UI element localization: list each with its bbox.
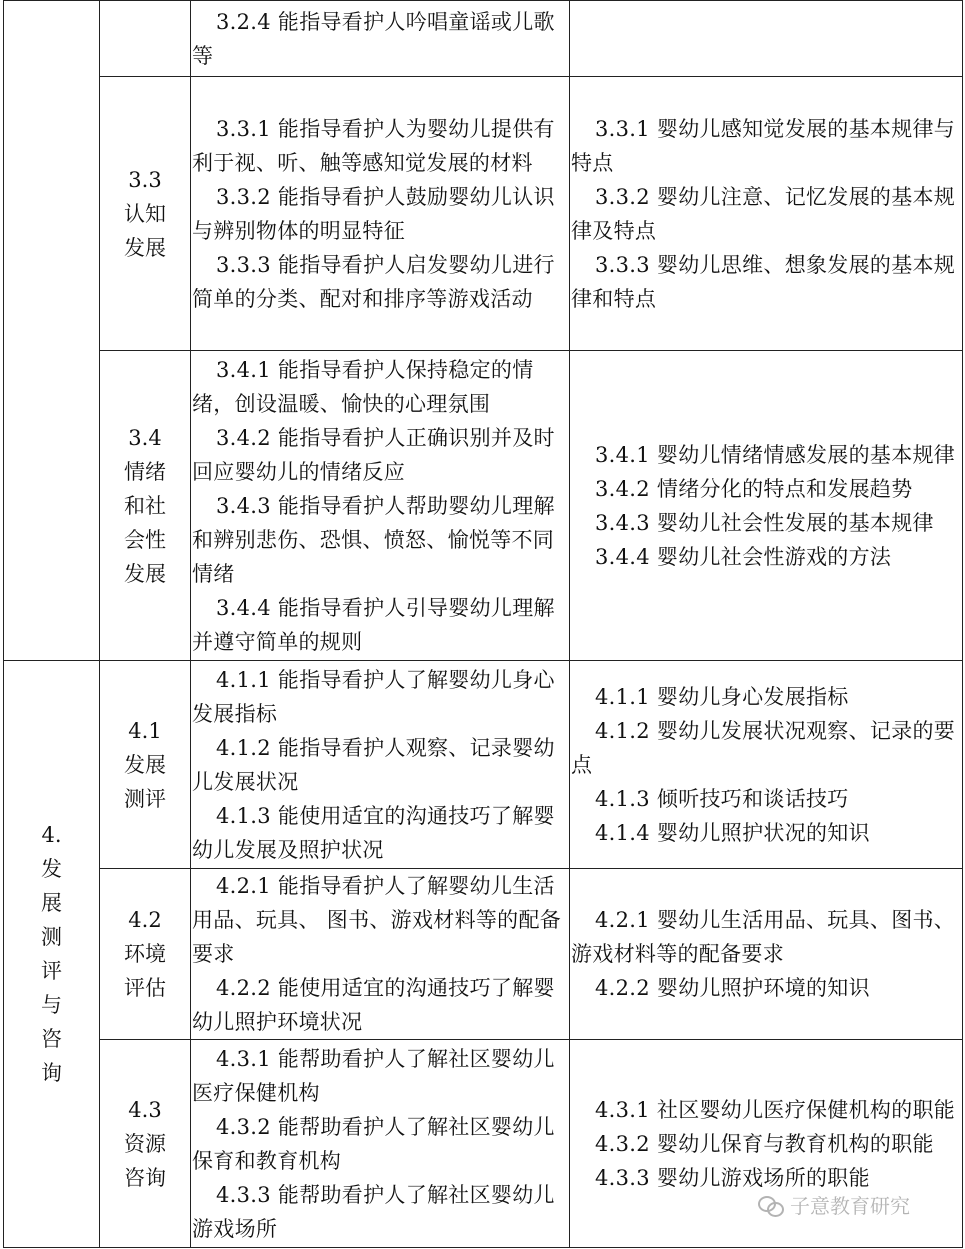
skill-item: 4.1.3 能使用适宜的沟通技巧了解婴幼儿发展及照护状况: [192, 803, 555, 862]
section-label-cell: [100, 351, 191, 661]
knowledge-item: 4.2.2 婴幼儿照护环境的知识: [595, 976, 870, 1000]
skills-cell: [191, 661, 570, 869]
skill-item: 3.2.4 能指导看护人吟唱童谣或儿歌等: [192, 9, 555, 68]
knowledge-cell: [570, 77, 963, 351]
knowledge-item: 4.2.1 婴幼儿生活用品、玩具、图书、游戏材料等的配备要求: [571, 908, 956, 966]
section-label-cell: [100, 661, 191, 869]
skill-item: 3.3.1 能指导看护人为婴幼儿提供有利于视、听、触等感知觉发展的材料: [192, 116, 555, 175]
section-label-line: 环境: [124, 942, 166, 966]
knowledge-cell: [570, 661, 963, 869]
skills-cell: [191, 351, 570, 661]
section-label-line: 4.3: [128, 1097, 162, 1122]
knowledge-cell: [570, 869, 963, 1040]
knowledge-item: 3.4.3 婴幼儿社会性发展的基本规律: [595, 510, 934, 535]
part-label-char: 测: [41, 925, 62, 949]
section-label-line: 咨询: [124, 1165, 166, 1190]
part-label-char: 咨: [41, 1027, 62, 1051]
section-label-line: 发展: [124, 752, 166, 777]
table-row: [4, 351, 963, 661]
part-4-label-cell: [4, 661, 100, 1248]
section-label-line: 3.3: [128, 167, 162, 192]
skill-item: 3.4.4 能指导看护人引导婴幼儿理解并遵守简单的规则: [192, 595, 555, 654]
skill-item: 3.4.2 能指导看护人正确识别并及时回应婴幼儿的情绪反应: [192, 425, 555, 484]
section-label-cell: [100, 77, 191, 351]
part-label-char: 展: [41, 891, 62, 915]
skill-item: 4.3.3 能帮助看护人了解社区婴幼儿游戏场所: [192, 1182, 555, 1241]
section-label-line: 发展: [124, 235, 166, 260]
section-label-line: 评估: [124, 976, 166, 1000]
skill-item: 4.2.1 能指导看护人了解婴幼儿生活用品、玩具、 图书、游戏材料等的配备要求: [192, 874, 562, 966]
skill-item: 4.3.1 能帮助看护人了解社区婴幼儿医疗保健机构: [192, 1046, 555, 1105]
knowledge-item: 3.3.1 婴幼儿感知觉发展的基本规律与特点: [571, 116, 956, 175]
knowledge-item: 4.1.4 婴幼儿照护状况的知识: [595, 820, 870, 845]
part-label-char: 评: [41, 959, 62, 983]
skill-item: 4.2.2 能使用适宜的沟通技巧了解婴幼儿照护环境状况: [192, 976, 555, 1034]
knowledge-item: 3.3.2 婴幼儿注意、记忆发展的基本规律及特点: [571, 184, 956, 243]
knowledge-item: 3.4.4 婴幼儿社会性游戏的方法: [595, 544, 892, 569]
skill-item: 4.3.2 能帮助看护人了解社区婴幼儿保育和教育机构: [192, 1114, 555, 1173]
knowledge-item: 4.3.1 社区婴幼儿医疗保健机构的职能: [595, 1097, 956, 1122]
skills-cell: [191, 1040, 570, 1248]
part-label-char: 与: [41, 993, 62, 1017]
knowledge-item: 4.1.3 倾听技巧和谈话技巧: [595, 786, 849, 811]
table-row: [4, 661, 963, 869]
section-label-line: 发展: [124, 561, 166, 586]
wechat-logo-icon: [758, 1194, 784, 1216]
knowledge-item: 3.3.3 婴幼儿思维、想象发展的基本规律和特点: [571, 252, 956, 311]
section-label-line: 测评: [124, 786, 166, 811]
part-label-char: 4.: [41, 823, 62, 847]
part-3-label-cell: [4, 1, 100, 661]
skill-item: 3.4.3 能指导看护人帮助婴幼儿理解和辨别悲伤、恐惧、愤怒、愉悦等不同情绪: [192, 493, 555, 586]
skill-item: 4.1.2 能指导看护人观察、记录婴幼儿发展状况: [192, 735, 555, 794]
skill-item: 4.1.1 能指导看护人了解婴幼儿身心发展指标: [192, 667, 555, 726]
section-label-line: 和社: [124, 493, 166, 518]
skills-cell: [191, 77, 570, 351]
table-row: [4, 1, 963, 77]
knowledge-item: 4.1.1 婴幼儿身心发展指标: [595, 684, 849, 709]
part-label-char: 询: [41, 1061, 62, 1085]
section-label-line: 认知: [124, 201, 166, 226]
section-label-line: 4.1: [128, 718, 162, 743]
skill-item: 3.3.2 能指导看护人鼓励婴幼儿认识与辨别物体的明显特征: [192, 184, 555, 243]
skills-cell: [191, 869, 570, 1040]
section-label-line: 资源: [124, 1131, 166, 1156]
knowledge-item: 4.3.3 婴幼儿游戏场所的职能: [595, 1165, 870, 1190]
knowledge-cell: [570, 1, 963, 77]
knowledge-item: 4.1.2 婴幼儿发展状况观察、记录的要点: [571, 718, 956, 777]
knowledge-cell: [570, 351, 963, 661]
watermark-text: 子意教育研究: [790, 1194, 910, 1218]
section-label-line: 4.2: [128, 908, 162, 932]
standards-table: [3, 0, 963, 1248]
skill-item: 3.3.3 能指导看护人启发婴幼儿进行简单的分类、配对和排序等游戏活动: [192, 252, 555, 311]
section-label-line: 情绪: [124, 459, 166, 484]
knowledge-item: 3.4.1 婴幼儿情绪情感发展的基本规律: [595, 442, 956, 467]
skills-cell: [191, 1, 570, 77]
part-label-char: 发: [41, 857, 62, 881]
knowledge-item: 3.4.2 情绪分化的特点和发展趋势: [595, 476, 913, 501]
knowledge-item: 4.3.2 婴幼儿保育与教育机构的职能: [595, 1131, 934, 1156]
section-label-line: 会性: [124, 527, 166, 552]
table-row: [4, 77, 963, 351]
section-label-cell: [100, 869, 191, 1040]
skill-item: 3.4.1 能指导看护人保持稳定的情绪，创设温暖、愉快的心理氛围: [192, 357, 534, 416]
section-label-cell: [100, 1040, 191, 1248]
section-label-line: 3.4: [128, 425, 162, 450]
watermark: [758, 1190, 910, 1219]
section-label-cell: [100, 1, 191, 77]
table-row: [4, 869, 963, 1040]
